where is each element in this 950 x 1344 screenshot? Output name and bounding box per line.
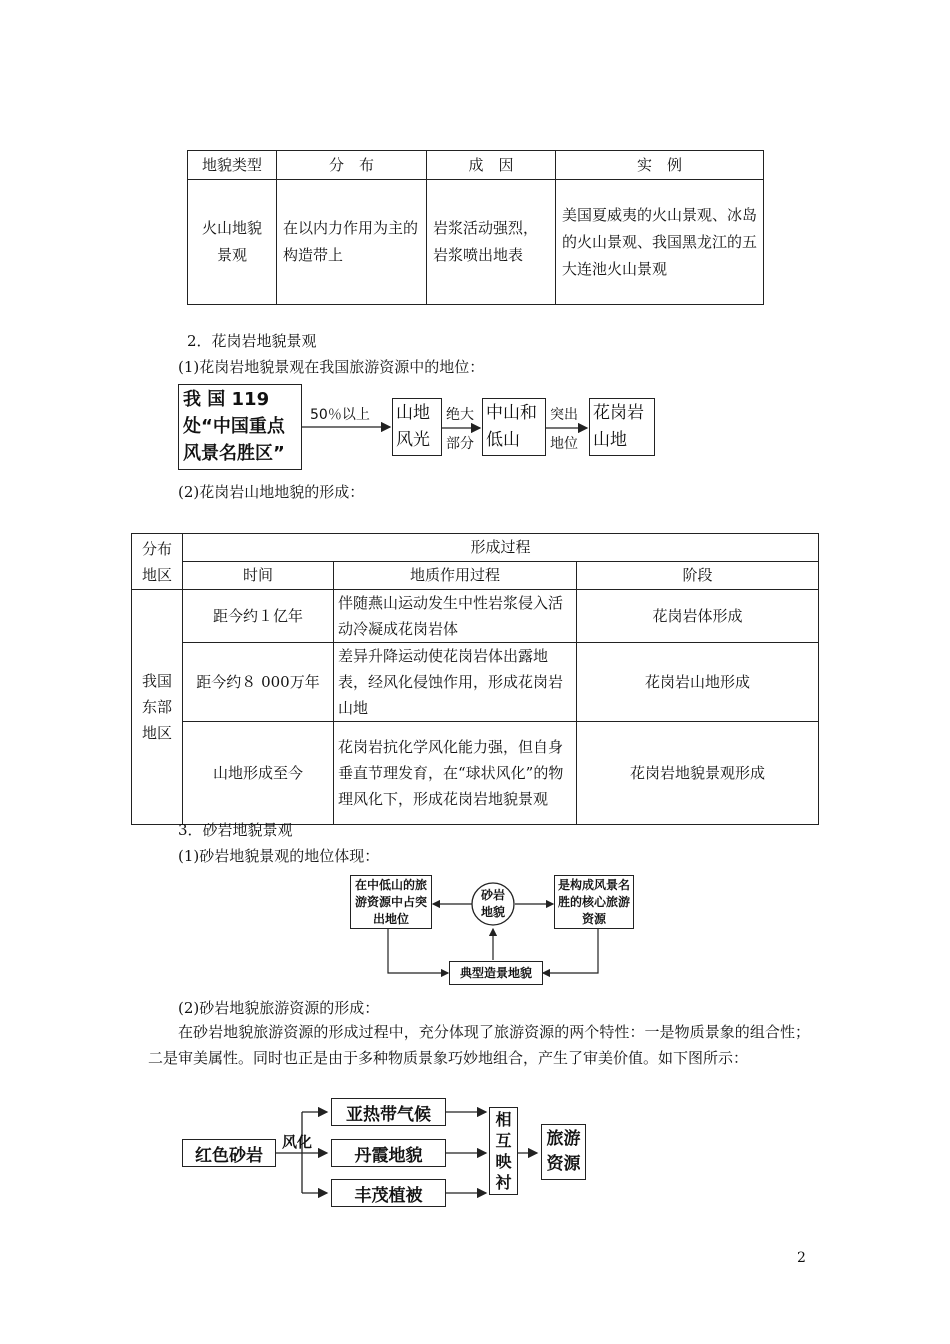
table2-process-header: 形成过程 — [183, 534, 819, 562]
table2-region-header: 分布地区 — [132, 534, 183, 590]
formation-box-danxia: 丹霞地貌 — [331, 1139, 446, 1167]
formation-box-red-sandstone: 红色砂岩 — [182, 1139, 276, 1167]
flow-arrow2-top: 绝大 — [446, 407, 474, 423]
table1-header: 成 因 — [427, 151, 556, 180]
table2-process-cell: 伴随燕山运动发生中性岩浆侵入活动冷凝成花岗岩体 — [334, 590, 577, 643]
section2-sub1: (1)花岗岩地貌景观在我国旅游资源中的地位： — [178, 358, 485, 376]
status-box-right: 是构成风景名胜的核心旅游资源 — [554, 875, 634, 929]
formation-box-interplay: 相互映衬 — [489, 1107, 518, 1195]
section3-paragraph: 在砂岩地貌旅游资源的形成过程中，充分体现了旅游资源的两个特性：一是物质景象的组合性；二是审美属性。同时也正是由于多种物质景象巧妙地组合，产生了审美价值。如下图所示： — [148, 1023, 810, 1067]
flow-box-mid-low-mountain: 中山和低山 — [482, 398, 546, 456]
table2-time-cell: 距今约１亿年 — [183, 590, 334, 643]
table2-stage-cell: 花岗岩体形成 — [577, 590, 819, 643]
table2-subheader: 地质作用过程 — [334, 562, 577, 590]
formation-box-climate: 亚热带气候 — [331, 1098, 446, 1126]
table2-process-cell: 差异升降运动使花岗岩体出露地表，经风化侵蚀作用，形成花岗岩山地 — [334, 643, 577, 722]
flow-box-mountain: 山地风光 — [392, 398, 442, 456]
formation-box-tourism-resource: 旅游资源 — [541, 1124, 586, 1180]
section2-sub2: (2)花岗岩山地地貌的形成： — [178, 483, 365, 501]
section3-sub1: (1)砂岩地貌景观的地位体现： — [178, 847, 380, 865]
table1-distribution-cell: 在以内力作用为主的构造带上 — [277, 180, 427, 305]
table2-stage-cell: 花岗岩地貌景观形成 — [577, 722, 819, 825]
flow-box-scenic-areas: 我 国 119 处“中国重点风景名胜区” — [178, 384, 302, 470]
flow-arrow1-label: 50％以上 — [310, 407, 370, 423]
table2-time-cell: 距今约８ 000万年 — [183, 643, 334, 722]
formation-arrow-label: 风化 — [282, 1133, 313, 1151]
table2-stage-cell: 花岗岩山地形成 — [577, 643, 819, 722]
page-number: 2 — [797, 1250, 806, 1266]
flow-arrow3-bottom: 地位 — [550, 436, 578, 452]
table1-header: 分 布 — [277, 151, 427, 180]
section2-title: 2．花岗岩地貌景观 — [187, 332, 317, 350]
table2-process-cell: 花岗岩抗化学风化能力强，但自身垂直节理发育，在“球状风化”的物理风化下，形成花岗岩地貌景观 — [334, 722, 577, 825]
table1-cause-cell: 岩浆活动强烈，岩浆喷出地表 — [427, 180, 556, 305]
table1-examples-cell: 美国夏威夷的火山景观、冰岛的火山景观、我国黑龙江的五大连池火山景观 — [556, 180, 764, 305]
status-box-left: 在中低山的旅游资源中占突出地位 — [350, 875, 432, 929]
formation-box-vegetation: 丰茂植被 — [331, 1179, 446, 1207]
status-circle-sandstone: 砂岩地貌 — [480, 888, 505, 919]
flow-box-granite-mountain: 花岗岩山地 — [589, 398, 655, 456]
section3-title: 3．砂岩地貌景观 — [178, 821, 293, 839]
table2-subheader: 时间 — [183, 562, 334, 590]
section3-sub2: (2)砂岩地貌旅游资源的形成： — [178, 999, 380, 1017]
table1-type-cell: 火山地貌景观 — [188, 180, 277, 305]
flow-arrow3-top: 突出 — [550, 407, 578, 423]
flow-arrow2-bottom: 部分 — [446, 436, 474, 452]
status-box-bottom: 典型造景地貌 — [449, 961, 543, 985]
table1-header: 实 例 — [556, 151, 764, 180]
table2-time-cell: 山地形成至今 — [183, 722, 334, 825]
table1-header: 地貌类型 — [188, 151, 277, 180]
table2-region-cell: 我国东部地区 — [132, 590, 183, 825]
table2-subheader: 阶段 — [577, 562, 819, 590]
